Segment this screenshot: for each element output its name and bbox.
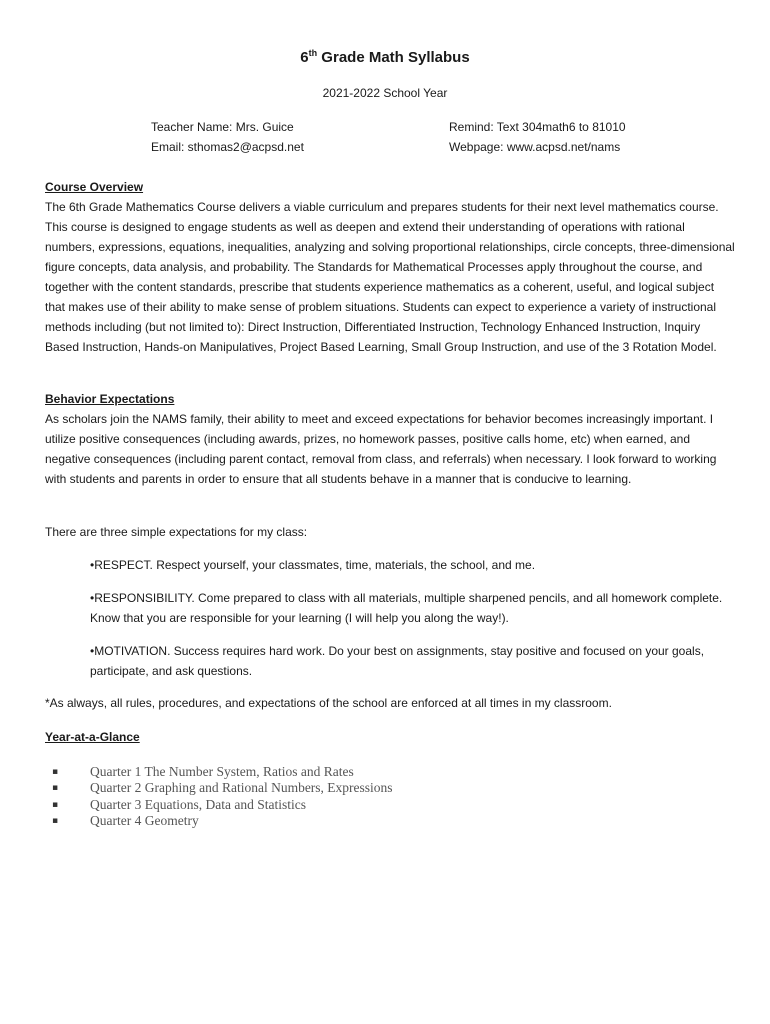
square-bullet-icon: ▪ bbox=[52, 799, 59, 810]
remind-info: Remind: Text 304math6 to 81010 bbox=[449, 120, 626, 134]
course-overview-heading: Course Overview bbox=[45, 180, 144, 194]
title-text: Grade Math Syllabus bbox=[317, 49, 470, 66]
contact-left bbox=[151, 117, 304, 157]
school-year: 2021-2022 School Year bbox=[322, 86, 448, 100]
list-item bbox=[52, 813, 393, 829]
behavior-section bbox=[45, 389, 735, 489]
page-title bbox=[0, 48, 770, 66]
rules-footnote: *As always, all rules, procedures, and expectations of the school are enforced at all times in my classroom. bbox=[45, 696, 612, 710]
year-at-a-glance-heading: Year-at-a-Glance bbox=[45, 730, 140, 744]
teacher-name: Teacher Name: Mrs. Guice bbox=[151, 120, 294, 134]
list-item bbox=[52, 764, 393, 780]
course-overview-section bbox=[45, 177, 735, 357]
square-bullet-icon: ▪ bbox=[52, 783, 59, 794]
title-number: 6 bbox=[300, 49, 309, 66]
behavior-text: As scholars join the NAMS family, their ability to meet and exceed expectations for behavior becomes increasingly important. I utilize positive consequences (including awards, prizes, no homework passes, positive calls home, etc) when earned, and negative consequences (including parent contact, removal from class, and referrals) when necessary. I look forward to working with students and parents in order to ensure that all students behave in a manner that is conducive to learning. bbox=[45, 412, 717, 486]
list-item bbox=[52, 797, 393, 813]
course-overview-text: The 6th Grade Mathematics Course delivers a viable curriculum and prepares students for their next level mathematics course. This course is designed to engage students as well as deepen and extend their understanding of operations with rational numbers, expressions, equations, inequalities, analyzing and solving proportional relationships, circle concepts, three-dimensional figure concepts, data analysis, and probability. The Standards for Mathematical Processes apply throughout the course, and together with the content standards, prescribe that students experience mathematics as a coherent, useful, and logical subject that makes use of their ability to make sense of problem situations. Students can expect to experience a variety of instructional methods including (but not limited to): Direct Instruction, Differentiated Instruction, Technology Enhanced Instruction, Inquiry Based Instruction, Hands-on Manipulatives, Project Based Learning, Small Group Instruction, and use of the 3 Rotation Model. bbox=[45, 200, 735, 354]
year-at-a-glance-heading-wrap bbox=[45, 727, 735, 747]
quarter-2-text: Quarter 2 Graphing and Rational Numbers, Expressions bbox=[90, 780, 393, 796]
expectation-motivation: •MOTIVATION. Success requires hard work. Do your best on assignments, stay positive and focused on your goals, participate, and ask questions. bbox=[90, 644, 705, 678]
expectations-intro: There are three simple expectations for my class: bbox=[45, 525, 308, 539]
square-bullet-icon: ▪ bbox=[52, 767, 59, 777]
teacher-email: Email: sthomas2@acpsd.net bbox=[151, 140, 304, 154]
expectation-responsibility: •RESPONSIBILITY. Come prepared to class with all materials, multiple sharpened pencils, and all homework complete. Know that you are responsible for your learning (I will help you along the way!). bbox=[90, 591, 723, 625]
webpage-info: Webpage: www.acpsd.net/nams bbox=[449, 140, 621, 154]
expectation-respect: •RESPECT. Respect yourself, your classmates, time, materials, the school, and me. bbox=[90, 558, 536, 572]
quarter-1-text: Quarter 1 The Number System, Ratios and Rates bbox=[90, 764, 354, 779]
year-at-a-glance-list bbox=[52, 764, 393, 829]
behavior-heading: Behavior Expectations bbox=[45, 392, 175, 406]
square-bullet-icon: ▪ bbox=[52, 815, 59, 826]
list-item bbox=[52, 780, 393, 796]
title-superscript: th bbox=[308, 48, 318, 58]
quarter-4-text: Quarter 4 Geometry bbox=[90, 812, 199, 828]
quarter-3-text: Quarter 3 Equations, Data and Statistics bbox=[90, 796, 306, 812]
contact-right bbox=[449, 117, 626, 157]
